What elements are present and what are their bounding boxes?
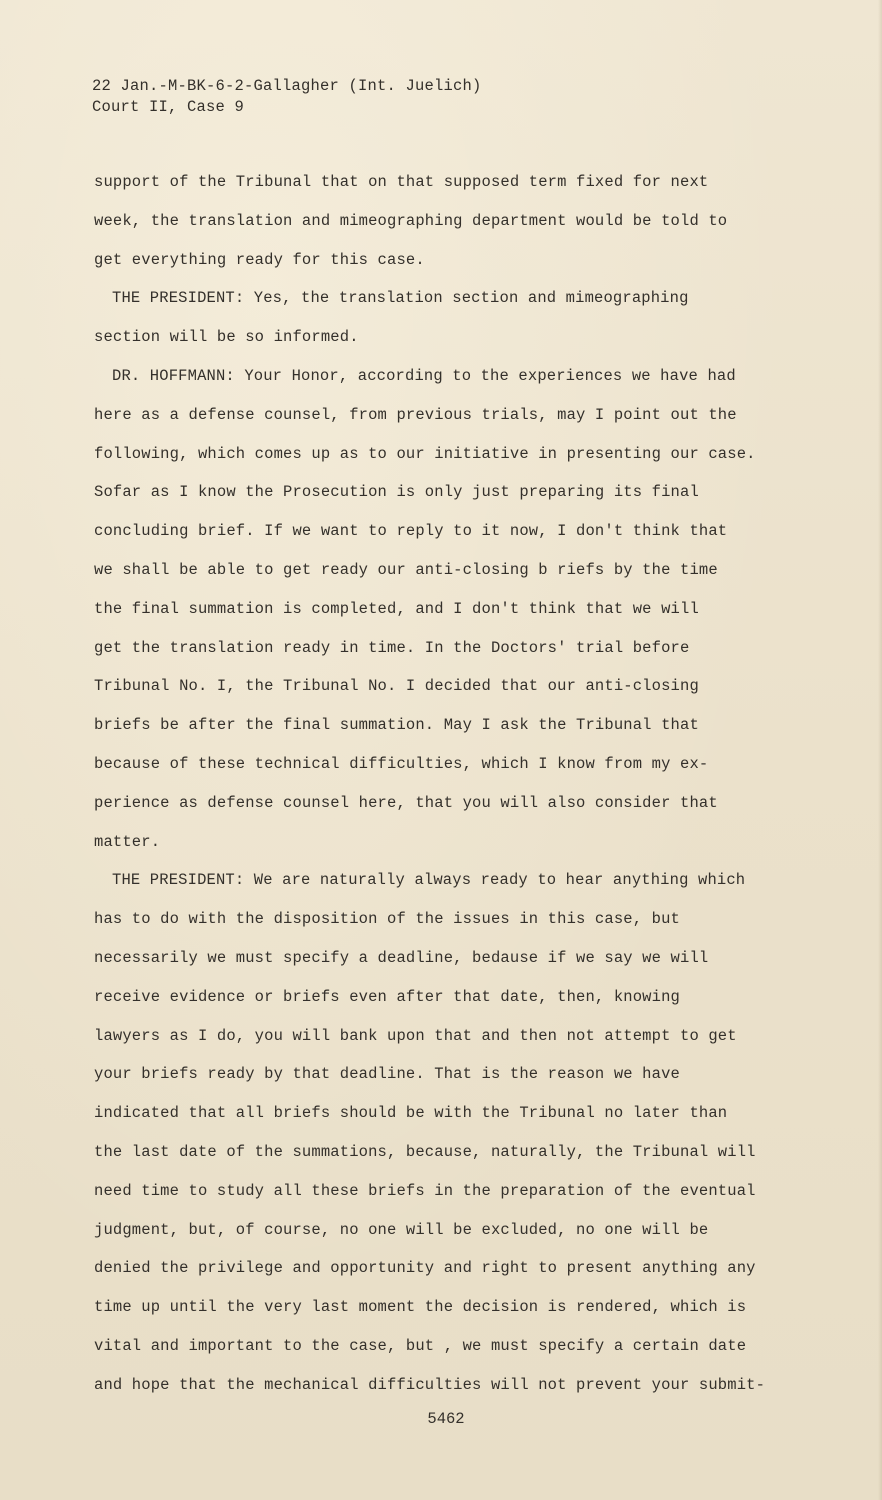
transcript-line: THE PRESIDENT: Yes, the translation section and mimeographing	[112, 289, 689, 308]
transcript-line: receive evidence or briefs even after that date, then, knowing	[94, 987, 680, 1006]
transcript-line: following, which comes up as to our initiative in presenting our case.	[94, 444, 756, 463]
transcript-line: denied the privilege and opportunity and right to present anything any	[94, 1259, 756, 1278]
transcript-line: section will be so informed.	[94, 328, 359, 347]
transcript-line: DR. HOFFMANN: Your Honor, according to the experiences we have had	[112, 366, 736, 385]
transcript-line: the final summation is completed, and I don't think that we will	[94, 599, 699, 618]
transcript-body	[94, 172, 794, 1414]
transcript-line: matter.	[94, 832, 161, 851]
transcript-line: get everything ready for this case.	[94, 250, 425, 269]
transcript-line: and hope that the mechanical difficulties will not prevent your submit-	[94, 1375, 766, 1394]
transcript-line: here as a defense counsel, from previous trials, may I point out the	[94, 405, 737, 424]
transcript-line: Sofar as I know the Prosecution is only just preparing its final	[94, 483, 699, 502]
transcript-line: we shall be able to get ready our anti-closing b riefs by the time	[94, 560, 718, 579]
transcript-line: week, the translation and mimeographing department would be told to	[94, 211, 728, 230]
page-number: 5462	[427, 1410, 465, 1428]
transcript-line: the last date of the summations, because, naturally, the Tribunal will	[94, 1142, 756, 1161]
transcript-line: briefs be after the final summation. May I ask the Tribunal that	[94, 716, 699, 735]
transcript-line: necessarily we must specify a deadline, bedause if we say we will	[94, 948, 709, 967]
transcript-line: time up until the very last moment the decision is rendered, which is	[94, 1298, 747, 1317]
transcript-line: because of these technical difficulties, which I know from my ex-	[94, 754, 709, 773]
transcript-line: concluding brief. If we want to reply to it now, I don't think that	[94, 522, 728, 541]
transcript-line: has to do with the disposition of the issues in this case, but	[94, 910, 680, 929]
transcript-line: your briefs ready by that deadline. That is the reason we have	[94, 1065, 680, 1084]
document-header	[92, 76, 482, 118]
transcript-line: THE PRESIDENT: We are naturally always ready to hear anything which	[112, 871, 746, 890]
transcript-line: perience as defense counsel here, that you will also consider that	[94, 793, 718, 812]
transcript-line: indicated that all briefs should be with the Tribunal no later than	[94, 1104, 728, 1123]
transcript-line: vital and important to the case, but , we must specify a certain date	[94, 1336, 747, 1355]
transcript-line: judgment, but, of course, no one will be excluded, no one will be	[94, 1220, 709, 1239]
transcript-line: get the translation ready in time. In the Doctors' trial before	[94, 638, 690, 657]
transcript-line: support of the Tribunal that on that supposed term fixed for next	[94, 173, 709, 191]
transcript-line: Tribunal No. I, the Tribunal No. I decided that our anti-closing	[94, 677, 699, 696]
transcript-line: need time to study all these briefs in the preparation of the eventual	[94, 1181, 756, 1200]
header-session-line: 22 Jan.-M-BK-6-2-Gallagher (Int. Juelich)	[92, 77, 482, 95]
header-court-line: Court II, Case 9	[92, 98, 245, 116]
transcript-line: lawyers as I do, you will bank upon that and then not attempt to get	[94, 1026, 737, 1045]
